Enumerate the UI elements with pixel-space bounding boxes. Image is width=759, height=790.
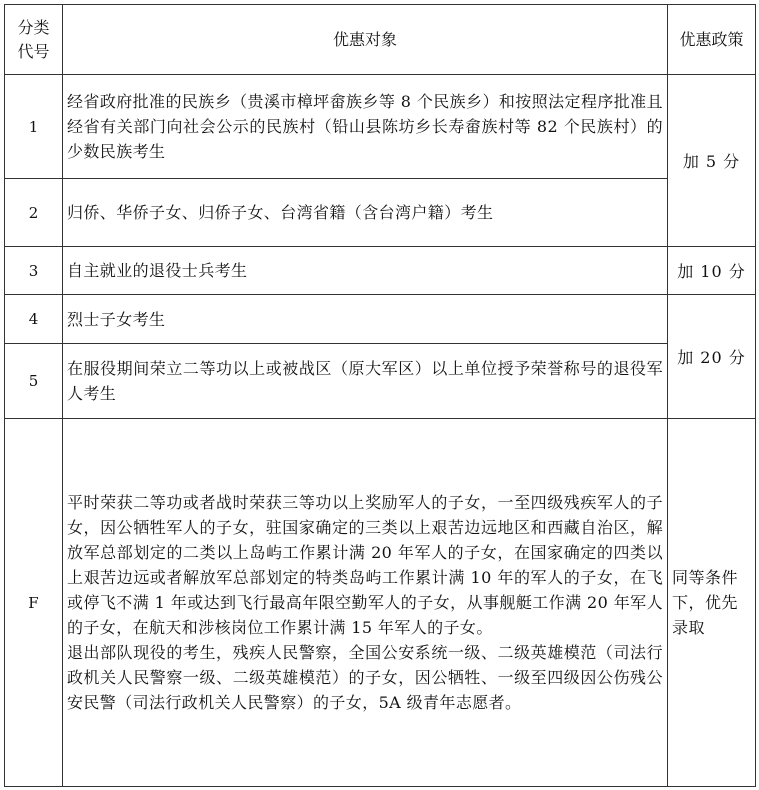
row-object: 归侨、华侨子女、归侨子女、台湾省籍（含台湾户籍）考生 — [63, 179, 668, 247]
row-object-paragraph: 平时荣获二等功或者战时荣获三等功以上奖励军人的子女，一至四级残疾军人的子女，因公牺牲军人的子女，驻国家确定的三类以上艰苦边远地区和西藏自治区，解放军总部划定的二类以上岛屿工作累计满 20 年军人的子女，在国家确定的四类以上艰苦边远或者解放军总部划定的特类岛屿工作累计满 10 年的军人的子女，在飞或停飞不满 1 年或达到飞行最高年限空勤军人的子女，从事舰艇工作满 20 年军人的子女，在航天和涉核岗位工作累计满 15 年军人的子女。 — [67, 493, 663, 637]
table-row — [5, 295, 756, 344]
row-code: 3 — [5, 247, 63, 295]
row-code: 4 — [5, 295, 63, 344]
policy-cell: 加 20 分 — [668, 295, 756, 419]
row-object: 在服役期间荣立二等功以上或被战区（原大军区）以上单位授予荣誉称号的退役军人考生 — [63, 344, 668, 419]
policy-table — [4, 4, 756, 787]
table-row — [5, 419, 756, 787]
header-code-line2: 代号 — [17, 41, 50, 61]
row-object: 自主就业的退役士兵考生 — [63, 247, 668, 295]
row-object-paragraph: 退出部队现役的考生，残疾人民警察，全国公安系统一级、二级英雄模范（司法行政机关人民警察一级、二级英雄模范）的子女，因公牺牲、一级至四级因公伤残公安民警（司法行政机关人民警察）的子女，5A 级青年志愿者。 — [67, 643, 663, 712]
row-code: 1 — [5, 75, 63, 179]
policy-cell: 同等条件下，优先录取 — [668, 419, 756, 787]
header-code — [5, 5, 63, 75]
table-row — [5, 344, 756, 419]
row-object: 烈士子女考生 — [63, 295, 668, 344]
row-code: F — [5, 419, 63, 787]
row-object: 经省政府批准的民族乡（贵溪市樟坪畲族乡等 8 个民族乡）和按照法定程序批准且经省有关部门向社会公示的民族村（铅山县陈坊乡长寿畲族村等 82 个民族村）的少数民族考生 — [63, 75, 668, 179]
table-header-row — [5, 5, 756, 75]
table-row — [5, 247, 756, 295]
row-code: 5 — [5, 344, 63, 419]
row-object — [63, 419, 668, 787]
row-code: 2 — [5, 179, 63, 247]
table-row — [5, 179, 756, 247]
policy-cell: 加 5 分 — [668, 75, 756, 247]
header-policy: 优惠政策 — [668, 5, 756, 75]
table-row — [5, 75, 756, 179]
policy-cell: 加 10 分 — [668, 247, 756, 295]
header-object: 优惠对象 — [63, 5, 668, 75]
header-code-line1: 分类 — [17, 17, 50, 37]
